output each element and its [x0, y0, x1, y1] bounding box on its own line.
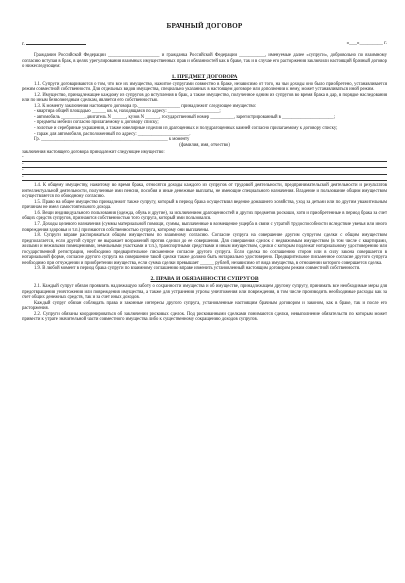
- place-date-line: [22, 40, 387, 47]
- clause-1-5: 1.5. Право на общее имущество принадлежит также супругу, который в период брака осуществлял ведение домашнего хозяйства, уход за детьми или по другим уважительным причинам не имел самостоятельного дохода.: [22, 199, 387, 211]
- blank-line-4: -: [22, 175, 387, 182]
- property-item-jewelry: - золотые и серебряные украшения, а также ювелирные изделия из драгоценных и полудрагоценных камней согласно прилагаемому к договору списку;: [34, 126, 338, 132]
- clause-1-1: 1.1. Супруги договариваются о том, что все их имущество, нажитое супругами совместно в браке, независимо от того, на чьи доходы оно было приобретено, устанавливается режим совместной собственности. Для отдельных видов имущества, специально указанных в настоящем договоре или дополнении к нему, может устанавливаться иной режим.: [22, 81, 387, 93]
- property-item-furniture: - предметы мебели согласно прилагаемому к договору списку;: [34, 120, 159, 126]
- intro-paragraph: Гражданин Российской Федерации ______________________ и гражданка Российской Федерации ___________, именуемые далее «супруги», добровольно по взаимному согласию вступая в брак, в целях урегулирования взаимных имущественных прав и обязанностей как в браке, так и в случае его расторжения заключили настоящий брачный договор о нижеследующем:: [22, 53, 387, 70]
- blank-line-1: -: [22, 155, 387, 162]
- spouse-name-line: Гр. ______________________________________________________ к моменту: [34, 137, 190, 143]
- property-item-apartment: - квартира общей площадью ______ кв. м, находящаяся по адресу: ______________________;: [34, 109, 221, 115]
- clause-1-3: 1.3. К моменту заключения настоящего договора гр.__________________ принадлежит следующее имущество:: [34, 103, 257, 109]
- clause-2-1: 2.1. Каждый супруг обязан проявлять надлежащую заботу о сохранности имущества и об имуществе, принадлежащем другому супругу, принимать все необходимые меры для предотвращения уничтожения или повреждения имущества, а также для устранения угрозы уничтожения или повреждения, в том числе производить необходимые расходы как за счет общих денежных средств, так и за счет иных доходов.: [22, 283, 387, 301]
- clause-1-2: 1.2. Имущество, принадлежащее каждому из супругов до вступления в брак, а также имущество, полученное одним из супругов во время брака в дар, в порядке наследования или по иным безвозмездным сделкам, является его собственностью.: [22, 92, 387, 104]
- section-2-title: 2. ПРАВА И ОБЯЗАННОСТИ СУПРУГОВ: [150, 275, 259, 282]
- fio-caption: (фамилия, имя, отчество): [179, 142, 230, 148]
- blank-line-2: -: [22, 162, 387, 169]
- clause-1-4: 1.4. К общему имуществу, нажитому во время брака, относятся доходы каждого из супругов от трудовой деятельности, предпринимательской деятельности и результатов интеллектуальной деятельности, полученные ими пенсии, пособия и иные денежные выплаты, не имеющие специального назначения. Владение и пользование общим имуществом осуществляется по обоюдному согласию.: [22, 183, 387, 200]
- section-1-title: 1. ПРЕДМЕТ ДОГОВОРА: [171, 73, 238, 80]
- clause-2-1-continued: Каждый супруг обязан соблюдать права и законные интересы другого супруга, установленные настоящим брачным договором и законом, как в браке, так и после его расторжения.: [22, 300, 387, 312]
- blank-line-3: -: [22, 168, 387, 175]
- clause-1-8: 1.8. Супруги вправе распоряжаться общим имуществом по взаимному согласию. Согласие супруга на совершение другим супругом сделки с общим имуществом предполагается, если другой супруг не выражает возражений против сделки до ее совершения. Для совершения сделок с недвижимым имуществом (в том числе с квартирами, жилыми и нежилыми помещениями, земельными участками и т.п.), транспортными средствами и иным имуществом, сделки с которым подлежат нотариальному удостоверению или государственной регистрации, необходимо предварительное письменное согласие другого супруга. Если сделка по соглашению сторон или в силу закона совершается в нотариальной форме, согласие другого супруга на совершение такой сделки также должно быть нотариально удостоверено. Предварительное письменное согласие другого супруга необходимо при отчуждении и приобретении имущества, если сумма сделки превышает ______ рублей, независимо от вида имущества, в отношении которого совершается сделка.: [22, 233, 387, 266]
- clause-2-2: 2.2. Супруги обязаны координироваться об заключении рисковых сделок. Под рискованными сделками понимаются сделки, невыполнение обязательств по которым может привести к утрате значительной части совместного имущества либо к существенному сокращению доходов супругов.: [22, 311, 387, 323]
- clause-1-9: 1.9. В любой момент в период брака супруги по взаимному соглашению вправе изменить установленный настоящим договором режим совместной собственности.: [34, 266, 361, 272]
- document-title: БРАЧНЫЙ ДОГОВОР: [166, 22, 243, 30]
- clause-1-7: 1.7. Доходы целевого назначения (суммы материальной помощи, суммы, выплаченные в возмещение ущерба в связи с утратой трудоспособности вследствие увечья или иного повреждения здоровья и т.п.) признаются собственностью супруга, которому они выплачены.: [22, 222, 387, 233]
- property-item-garage: - гараж для автомобиля, расположенный по адресу: ______________________.: [34, 131, 191, 137]
- clause-1-6: 1.6. Вещи индивидуального пользования (одежда, обувь и другие), за исключением драгоценностей и других предметов роскоши, хотя и приобретенные в период брака за счет общих средств супругов, признаются собственностью того супруга, который ими пользовался.: [22, 210, 387, 222]
- following-property-text: заключения настоящего договора принадлежит следующее имущество:: [22, 149, 165, 155]
- property-item-car: - автомобиль __________, двигатель N ______, кузов N ______, государственный номер __________, зарегистрированный в ______________________;: [34, 114, 335, 120]
- date-field: «___»_________ г.: [346, 40, 387, 46]
- city-field: г.: [22, 40, 86, 47]
